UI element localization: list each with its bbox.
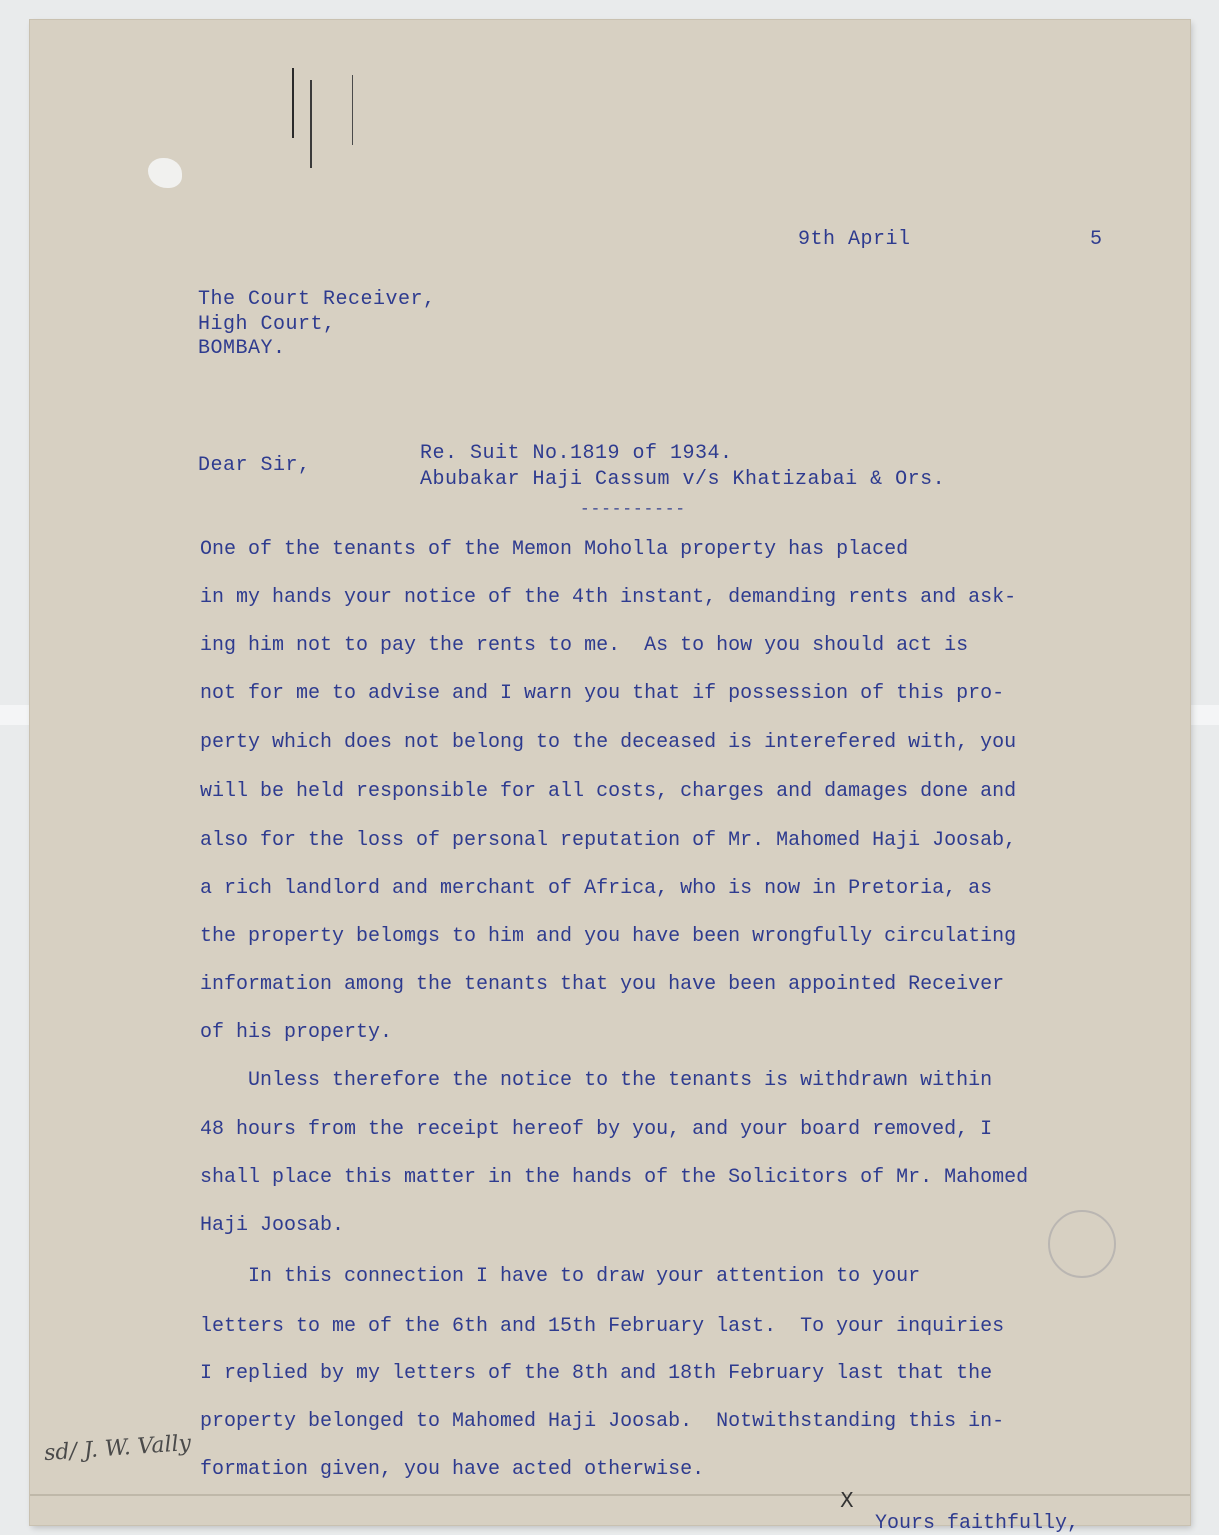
letter-page: [30, 20, 1190, 1525]
body-text-line: also for the loss of personal reputation of Mr. Mahomed Haji Joosab,: [200, 829, 1017, 852]
letter-year-digit: 5: [1090, 228, 1103, 251]
body-text-line: In this connection I have to draw your attention to your: [200, 1265, 921, 1288]
body-text-line: 48 hours from the receipt hereof by you, and your board removed, I: [200, 1118, 993, 1141]
body-text-line: information among the tenants that you have been appointed Receiver: [200, 973, 1005, 996]
body-text-line: a rich landlord and merchant of Africa, who is now in Pretoria, as: [200, 877, 993, 900]
addressee-line: BOMBAY.: [198, 337, 286, 360]
fold-line: [30, 1494, 1190, 1496]
handwritten-margin-note: sd/ J. W. Vally: [43, 1430, 192, 1467]
body-text-line: in my hands your notice of the 4th instant, demanding rents and ask-: [200, 586, 1017, 609]
body-text-line: property belonged to Mahomed Haji Joosab. Notwithstanding this in-: [200, 1410, 1005, 1433]
body-text-line: shall place this matter in the hands of the Solicitors of Mr. Mahomed: [200, 1166, 1029, 1189]
body-text-line: not for me to advise and I warn you that if possession of this pro-: [200, 682, 1005, 705]
body-text-line: of his property.: [200, 1021, 393, 1044]
body-text-line: Unless therefore the notice to the tenants is withdrawn within: [200, 1069, 993, 1092]
body-text-line: I replied by my letters of the 8th and 18th February last that the: [200, 1362, 993, 1385]
letter-date: 9th April: [798, 228, 911, 251]
subject-underline: ----------: [580, 500, 687, 518]
paper-tear-hole: [148, 158, 182, 188]
body-text-line: will be held responsible for all costs, charges and damages done and: [200, 780, 1017, 803]
ink-mark: [292, 68, 294, 138]
addressee-line: High Court,: [198, 313, 336, 336]
body-text-line: perty which does not belong to the deceased is interefered with, you: [200, 731, 1017, 754]
addressee-line: The Court Receiver,: [198, 288, 436, 311]
body-text-line: the property belomgs to him and you have been wrongfully circulating: [200, 925, 1017, 948]
closing: Yours faithfully,: [875, 1512, 1080, 1535]
ink-mark: [310, 80, 312, 168]
handwritten-x-mark: X: [840, 1488, 854, 1512]
salutation: Dear Sir,: [198, 454, 311, 477]
ink-mark: [352, 75, 353, 145]
faded-stamp: [1048, 1210, 1116, 1278]
body-text-line: letters to me of the 6th and 15th February last. To your inquiries: [200, 1315, 1005, 1338]
subject-line: Re. Suit No.1819 of 1934.: [420, 442, 733, 465]
body-text-line: One of the tenants of the Memon Moholla property has placed: [200, 538, 909, 561]
body-text-line: formation given, you have acted otherwise.: [200, 1458, 705, 1481]
body-text-line: Haji Joosab.: [200, 1214, 345, 1237]
body-text-line: ing him not to pay the rents to me. As to how you should act is: [200, 634, 969, 657]
subject-line: Abubakar Haji Cassum v/s Khatizabai & Ors.: [420, 468, 946, 491]
